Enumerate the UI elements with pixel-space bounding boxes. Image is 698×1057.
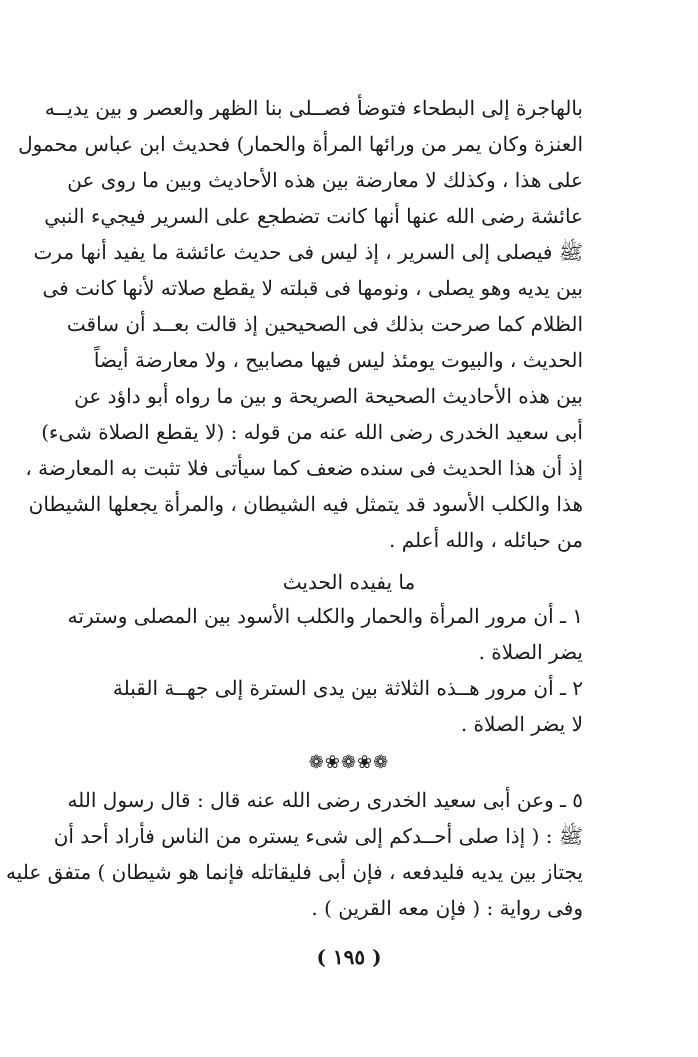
text-line: ﷺ فيصلى إلى السرير ، إذ ليس فى حديث عائشة ما يفيد أنها مرت — [33, 240, 583, 264]
text-line: إذ أن هذا الحديث فى سنده ضعف كما سيأتى فلا تثبت به المعارضة ، — [25, 456, 583, 480]
text-line: من حبائله ، والله أعلم . — [388, 528, 583, 552]
ornament-divider: ❁❀❁❀❁ — [308, 752, 390, 773]
benefit-line: ٢ ـ أن مرور هــذه الثلاثة بين يدى السترة إلى جهــة القبلة — [112, 676, 583, 700]
benefits-list — [67, 598, 583, 742]
hadith-paragraph — [5, 782, 583, 926]
benefit-line: يضر الصلاة . — [478, 640, 583, 664]
text-line: بين هذه الأحاديث الصحيحة الصريحة و بين ما رواه أبو داؤد عن — [74, 384, 583, 408]
text-line: وفى رواية : ( فإن معه القرين ) . — [311, 896, 583, 920]
text-line: أبى سعيد الخدرى رضى الله عنه من قوله : (لا يقطع الصلاة شىء) — [41, 420, 583, 444]
text-line: بالهاجرة إلى البطحاء فتوضأ فصــلى بنا الظهر والعصر و بين يديــه — [44, 96, 583, 120]
intro-paragraph — [18, 90, 583, 558]
text-line: على هذا ، وكذلك لا معارضة بين هذه الأحاديث وبين ما روى عن — [67, 168, 583, 192]
page-number: ( ١٩٥ ) — [316, 945, 382, 969]
text-line: يجتاز بين يديه فليدفعه ، فإن أبى فليقاتله فإنما هو شيطان ) متفق عليه — [5, 860, 583, 884]
text-line: العنزة وكان يمر من ورائها المرأة والحمار) فحديث ابن عباس محمول — [18, 132, 583, 156]
text-line: ﷺ : ( إذا صلى أحــدكم إلى شىء يستره من الناس فأراد أحد أن — [53, 824, 583, 848]
text-line: الظلام كما صرحت بذلك فى الصحيحين إذ قالت بعــد أن ساقت — [66, 312, 583, 336]
text-line: ٥ ـ وعن أبى سعيد الخدرى رضى الله عنه قال : قال رسول الله — [67, 788, 583, 812]
text-line: بين يديه وهو يصلى ، ونومها فى قبلته لا يقطع صلاته لأنها كانت فى — [42, 276, 583, 300]
text-line: عائشة رضى الله عنها أنها كانت تضطجع على السرير فيجيء النبي — [44, 204, 583, 228]
text-line: الحديث ، والبيوت يومئذ ليس فيها مصابيح ، ولا معارضة أيضاً — [93, 348, 583, 372]
text-line: هذا والكلب الأسود قد يتمثل فيه الشيطان ، والمرأة يجعلها الشيطان — [28, 492, 583, 516]
benefit-line: لا يضر الصلاة . — [460, 712, 583, 736]
benefit-line: ١ ـ أن مرور المرأة والحمار والكلب الأسود بين المصلى وسترته — [67, 604, 583, 628]
section-heading: ما يفيده الحديث — [282, 570, 416, 594]
